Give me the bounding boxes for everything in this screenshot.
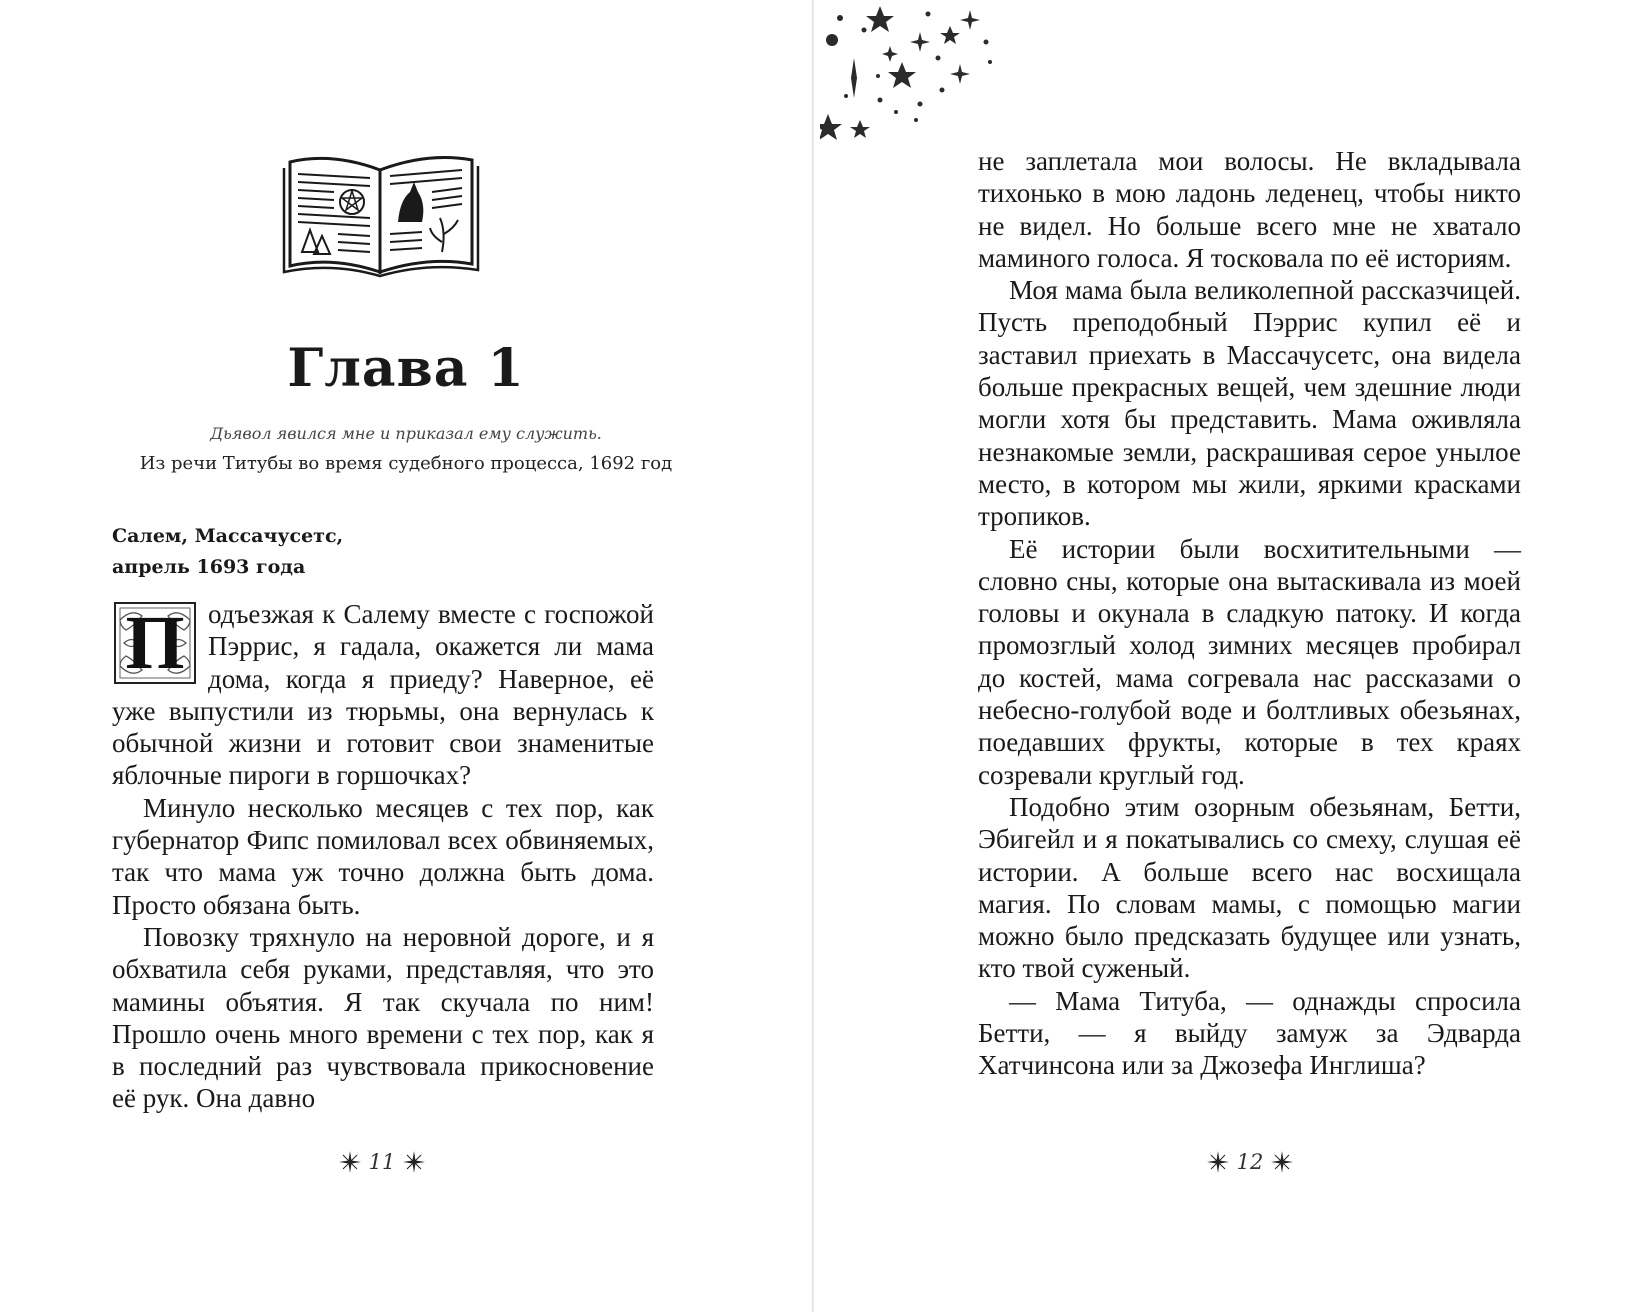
dropcap (112, 600, 198, 686)
dropcap-letter: П (125, 601, 185, 685)
left-body-text (112, 598, 654, 1115)
page-number-text: 11 (368, 1150, 396, 1174)
paragraph: Повозку тряхнуло на неровной дороге, и я обхватила себя руками, представляя, что это мамины объятия. Я так скучала по ним! Прошло очень много времени с тех пор, как я в последний раз чувствовала прикосновение её рук. Она давно (112, 921, 654, 1114)
sparkle-icon (403, 1151, 425, 1173)
sparkle-icon (339, 1151, 361, 1173)
place-date (112, 521, 343, 583)
place-line: Салем, Массачусетс, (112, 525, 344, 547)
paragraph: не заплетала мои волосы. Не вкладывала тихонько в мою ладонь леденец, чтобы никто не видел. Но больше всего мне не хватало маминого голоса. Я тосковала по её историям. (978, 146, 1521, 273)
paragraph-text: одъезжая к Салему вместе с госпожой Пэррис, я гадала, окажется ли мама дома, когда я приеду? Наверное, её уже выпустили из тюрьмы, она вернулась к обычной жизни и готовит свои знаменитые яблочные пироги в горшочках? (112, 599, 654, 791)
epigraph-source: Из речи Титубы во время судебного процесса, 1692 год (139, 453, 673, 474)
paragraph (112, 598, 654, 792)
sparkle-icon (1271, 1151, 1293, 1173)
page-number-text: 12 (1236, 1150, 1264, 1174)
page-number (312, 1150, 452, 1174)
paragraph: Минуло несколько месяцев с тех пор, как губернатор Фипс помиловал всех обвиняемых, так что мама уж точно должна быть дома. Просто обязана быть. (112, 792, 654, 920)
open-book-icon (282, 152, 480, 278)
paragraph: Её истории были восхитительными — словно сны, которые она вытаскивала из моей головы и окунала в сладкую патоку. И когда промозглый холод зимних месяцев пробирал до костей, мама согревала нас рассказами о небесно-голубой воде и болтливых обезьянах, поедавших фрукты, которые в тех краях созревали круглый год. (978, 533, 1521, 790)
sparkle-icon (1207, 1151, 1229, 1173)
right-body-text (978, 145, 1521, 1082)
paragraph: — Мама Титуба, — однажды спросила Бетти, — я выйду замуж за Эдварда Хатчинсона или за Джозефа Инглиша? (978, 985, 1521, 1081)
paragraph: Подобно этим озорным обезьянам, Бетти, Эбигейл и я покатывались со смеху, слушая её истории. А больше всего нас восхищала магия. По словам мамы, с помощью магии можно было предсказать будущее или узнать, кто твой суженый. (978, 791, 1521, 984)
page-number (1180, 1150, 1320, 1174)
left-page (0, 0, 812, 1312)
stars-ornament-icon (820, 0, 1020, 150)
date-line: апрель 1693 года (112, 556, 306, 578)
chapter-title: Глава 1 (287, 338, 525, 399)
paragraph: Моя мама была великолепной рассказчицей. Пусть преподобный Пэррис купил её и заставил приехать в Массачусетс, она видела больше прекрасных вещей, чем здешние люди могли хотя бы представить. Мама оживляла незнакомые земли, раскрашивая серое унылое место, в котором мы жили, яркими красками тропиков. (978, 275, 1521, 532)
epigraph: Дьявол явился мне и приказал ему служить. (210, 424, 602, 443)
